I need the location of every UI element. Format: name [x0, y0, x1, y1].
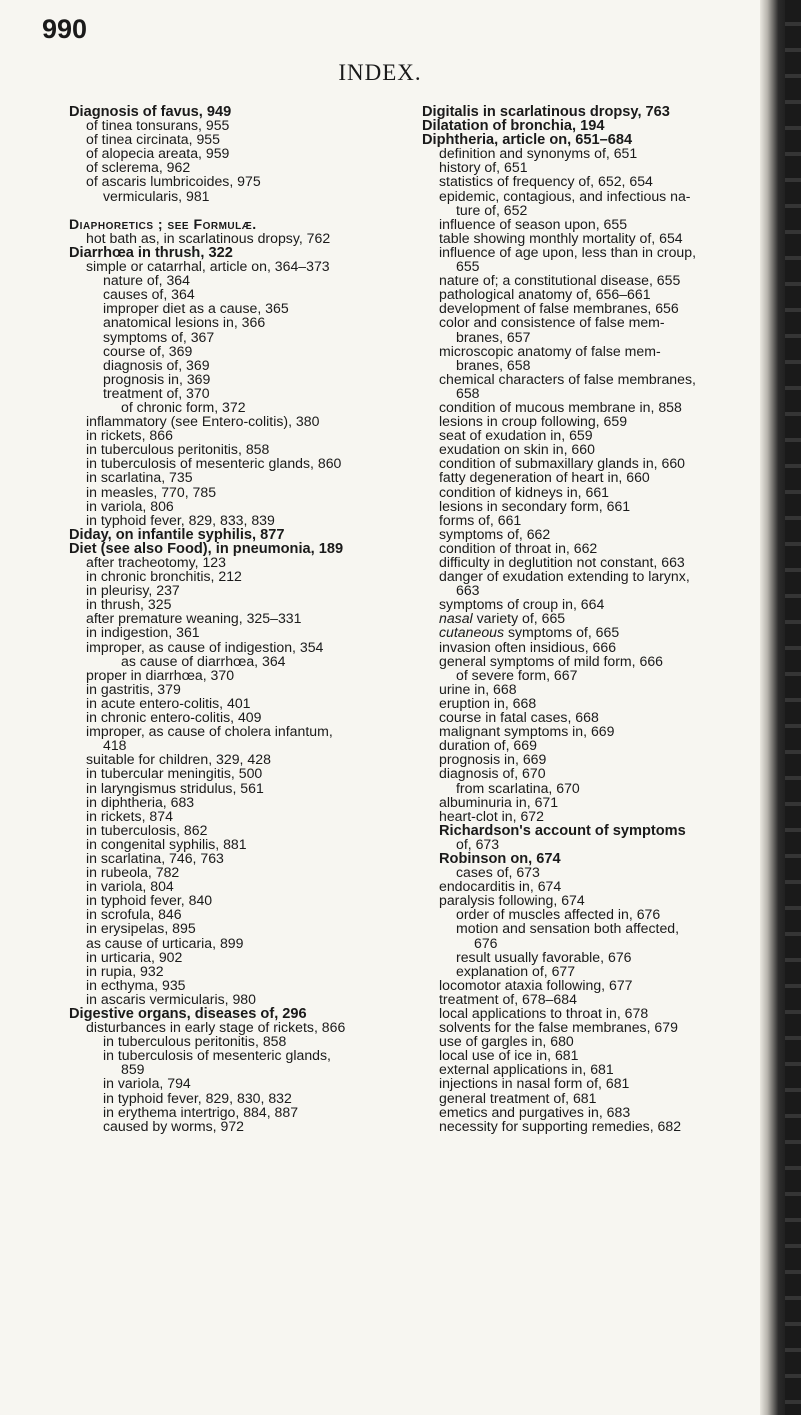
index-entry: [69, 1020, 399, 1034]
index-entry: [422, 541, 757, 555]
index-entry: [422, 823, 757, 837]
index-entry-text: influence of age upon, less than in croup,: [439, 243, 696, 260]
index-entry-text: in variola, 806: [86, 497, 174, 514]
index-entry: [422, 583, 757, 597]
index-entry: [422, 611, 757, 625]
index-entry: [69, 611, 399, 625]
index-entry-text: in erythema intertrigo, 884, 887: [103, 1103, 299, 1120]
index-entry: [69, 203, 399, 217]
book-edge: [760, 0, 801, 1415]
index-entry-text: of severe form, 667: [456, 666, 578, 683]
index-entry: [422, 386, 757, 400]
index-entry: [69, 358, 399, 372]
index-entry-text: in rubeola, 782: [86, 864, 180, 881]
index-entry: [69, 372, 399, 386]
index-entry: [422, 527, 757, 541]
index-entry-text: malignant symptoms in, 669: [439, 723, 615, 740]
index-entry: [69, 160, 399, 174]
index-entry: [422, 555, 757, 569]
index-entry: [422, 456, 757, 470]
index-entry-text: of sclerema, 962: [86, 159, 191, 176]
index-entry: [69, 118, 399, 132]
index-entry: [422, 682, 757, 696]
index-entry-text: treatment of, 370: [103, 384, 210, 401]
index-entry: [422, 752, 757, 766]
index-entry-text: invasion often insidious, 666: [439, 638, 617, 655]
index-entry-text: improper, as cause of cholera infantum,: [86, 723, 333, 740]
index-entry-text: in urticaria, 902: [86, 948, 183, 965]
index-entry-text: exudation on skin in, 660: [439, 441, 595, 458]
index-entry: [69, 851, 399, 865]
index-entry-text: as cause of urticaria, 899: [86, 934, 244, 951]
index-entry-text: after tracheotomy, 123: [86, 554, 226, 570]
index-entry: [422, 978, 757, 992]
index-entry: [69, 781, 399, 795]
index-entry-text: prognosis in, 369: [103, 370, 211, 387]
index-entry: [69, 625, 399, 639]
index-entry: [422, 146, 757, 160]
index-entry-text: in ecthyma, 935: [86, 976, 186, 993]
index-entry: [69, 1119, 399, 1133]
index-entry-text: motion and sensation both affected,: [456, 920, 680, 937]
index-entry-text: in typhoid fever, 829, 833, 839: [86, 511, 275, 528]
index-entry-text: Diarrhœa in thrush, 322: [69, 244, 233, 261]
index-entry: [69, 259, 399, 273]
index-entry: [69, 597, 399, 611]
index-entry: [69, 879, 399, 893]
index-entry-text: nasal variety of, 665: [439, 610, 566, 627]
index-entry: [422, 118, 757, 135]
index-entry: [69, 470, 399, 484]
index-entry: [69, 231, 399, 245]
index-entry: [69, 583, 399, 597]
index-entry-text: danger of exudation extending to larynx,: [439, 568, 690, 585]
index-entry: [422, 865, 757, 879]
index-entry: [422, 907, 757, 921]
index-entry: [422, 809, 757, 823]
index-entry-text: of tinea circinata, 955: [86, 131, 220, 148]
index-entry: [69, 964, 399, 978]
index-entry: [69, 315, 399, 329]
index-entry-text: in scrofula, 846: [86, 906, 182, 923]
index-entry: [69, 640, 399, 654]
index-entry: [422, 597, 757, 611]
index-entry-text: symptoms of croup in, 664: [439, 596, 605, 613]
index-entry: [69, 1006, 399, 1020]
index-entry: [69, 456, 399, 470]
index-entry-text: suitable for children, 329, 428: [86, 751, 271, 768]
index-entry-text: in variola, 804: [86, 878, 174, 895]
index-entry: [69, 710, 399, 724]
index-entry-text: Robinson on, 674: [439, 850, 561, 867]
index-entry: [422, 160, 757, 174]
index-entry-text: anatomical lesions in, 366: [103, 314, 266, 331]
index-entry-text: in tubercular meningitis, 500: [86, 765, 263, 782]
index-entry: [422, 781, 757, 795]
index-entry: [69, 273, 399, 287]
index-entry-text: in tuberculosis, 862: [86, 821, 208, 838]
index-entry: [69, 907, 399, 921]
index-entry-text: in rickets, 866: [86, 427, 173, 444]
index-entry: [69, 541, 399, 555]
index-entry: [422, 654, 757, 668]
index-entry: [69, 1034, 399, 1048]
index-entry: [69, 217, 399, 231]
index-entry: [422, 724, 757, 738]
index-column-left: [69, 104, 399, 1133]
index-entry: [69, 499, 399, 513]
index-entry-text: in gastritis, 379: [86, 680, 181, 697]
index-entry: [69, 569, 399, 583]
index-entry-text: albuminuria in, 671: [439, 793, 559, 810]
index-entry: [422, 964, 757, 978]
index-entry: [69, 174, 399, 188]
index-entry-text: development of false membranes, 656: [439, 300, 679, 317]
index-entry-text: microscopic anatomy of false mem-: [439, 342, 661, 359]
index-entry-text: seat of exudation in, 659: [439, 427, 593, 444]
index-entry: [422, 879, 757, 893]
index-entry: [69, 1076, 399, 1090]
index-entry-text: condition of mucous membrane in, 858: [439, 398, 682, 415]
index-entry: [69, 386, 399, 400]
index-entry-text: in chronic entero-colitis, 409: [86, 709, 262, 726]
index-entry-text: symptoms of, 367: [103, 328, 215, 345]
index-entry: [69, 766, 399, 780]
index-entry-text: general treatment of, 681: [439, 1089, 597, 1106]
index-entry-text: necessity for supporting remedies, 682: [439, 1117, 682, 1134]
index-entry-text: duration of, 669: [439, 737, 537, 754]
index-entry-text: improper diet as a cause, 365: [103, 300, 289, 317]
index-entry: [422, 315, 757, 329]
index-entry: [422, 513, 757, 527]
index-entry-text: use of gargles in, 680: [439, 1033, 574, 1050]
running-head: INDEX.: [338, 60, 422, 85]
index-entry: [422, 217, 757, 231]
index-entry: [422, 936, 757, 950]
index-entry: [69, 921, 399, 935]
index-entry-text: in chronic bronchitis, 212: [86, 568, 242, 585]
index-entry-text: of, 673: [456, 835, 500, 852]
index-entry-text: in tuberculous peritonitis, 858: [103, 1033, 287, 1050]
index-entry-text: in scarlatina, 735: [86, 469, 193, 486]
index-entry: [422, 132, 757, 149]
index-entry: [422, 1062, 757, 1076]
index-entry-text: lesions in secondary form, 661: [439, 497, 631, 514]
index-entry-text: cases of, 673: [456, 864, 540, 881]
index-entry: [422, 766, 757, 780]
index-entry-text: influence of season upon, 655: [439, 215, 628, 232]
index-entry: [69, 795, 399, 809]
index-entry-text: symptoms of, 662: [439, 525, 551, 542]
index-entry-text: Diday, on infantile syphilis, 877: [69, 526, 285, 543]
index-entry: [422, 330, 757, 344]
index-entry: [69, 527, 399, 541]
index-entry-text: order of muscles affected in, 676: [456, 906, 661, 923]
index-entry-text: color and consistence of false mem-: [439, 314, 665, 331]
index-entry-text: local applications to throat in, 678: [439, 1005, 649, 1021]
index-entry: [422, 640, 757, 654]
index-entry: [422, 301, 757, 315]
index-entry: [69, 485, 399, 499]
index-entry-text: 658: [456, 384, 480, 401]
index-entry: [422, 485, 757, 499]
index-entry: [422, 668, 757, 682]
index-entry: [422, 1020, 757, 1034]
index-entry: [422, 189, 757, 203]
index-entry: [69, 442, 399, 456]
index-entry: [422, 1076, 757, 1090]
index-entry-text: emetics and purgatives in, 683: [439, 1103, 631, 1120]
index-entry-text: injections in nasal form of, 681: [439, 1075, 630, 1092]
index-entry-text: result usually favorable, 676: [456, 948, 632, 965]
index-entry: [422, 231, 757, 245]
index-entry-text: solvents for the false membranes, 679: [439, 1019, 678, 1036]
index-entry-text: 663: [456, 582, 480, 599]
index-entry: [422, 358, 757, 372]
index-column-right: [422, 104, 757, 1133]
index-entry-text: of alopecia areata, 959: [86, 145, 230, 162]
index-entry-text: pathological anatomy of, 656–661: [439, 286, 651, 303]
index-entry-text: Richardson's account of symptoms: [439, 822, 686, 839]
index-entry-text: proper in diarrhœa, 370: [86, 666, 235, 683]
index-entry: [69, 752, 399, 766]
index-entry: [69, 245, 399, 259]
index-entry-text: 859: [121, 1061, 145, 1078]
index-entry: [69, 893, 399, 907]
index-entry-text: in indigestion, 361: [86, 624, 200, 641]
index-entry: [69, 1105, 399, 1119]
index-entry: [69, 978, 399, 992]
index-entry-text: in erysipelas, 895: [86, 920, 196, 937]
index-entry-text: of chronic form, 372: [121, 398, 246, 415]
index-entry: [69, 287, 399, 301]
index-entry: [422, 104, 757, 118]
index-entry: [422, 893, 757, 907]
index-entry-text: in tuberculosis of mesenteric glands, 860: [86, 455, 342, 472]
index-entry-text: course of, 369: [103, 342, 193, 359]
index-entry-text: Digitalis in scarlatinous dropsy, 763: [422, 104, 670, 120]
index-entry: [422, 470, 757, 484]
index-entry: [69, 414, 399, 428]
index-entry: [422, 696, 757, 710]
index-entry: [422, 710, 757, 724]
index-entry: [422, 1119, 757, 1133]
index-entry-text: in tuberculous peritonitis, 858: [86, 441, 270, 458]
index-entry-text: in diphtheria, 683: [86, 793, 195, 810]
index-entry-text: cutaneous symptoms of, 665: [439, 624, 620, 641]
index-entry-text: nature of; a constitutional disease, 655: [439, 272, 681, 289]
index-entry: [69, 738, 399, 752]
index-entry: [422, 344, 757, 358]
index-entry-text: condition of throat in, 662: [439, 539, 598, 556]
index-entry-text: after premature weaning, 325–331: [86, 610, 302, 627]
index-entry-text: Digestive organs, diseases of, 296: [69, 1006, 307, 1022]
index-entry-text: general symptoms of mild form, 666: [439, 652, 664, 669]
index-entry-text: causes of, 364: [103, 286, 195, 303]
index-entry-text: from scarlatina, 670: [456, 779, 580, 796]
index-entry-text: condition of submaxillary glands in, 660: [439, 455, 686, 472]
index-entry-text: in congenital syphilis, 881: [86, 835, 247, 852]
index-entry: [69, 555, 399, 569]
index-entry: [69, 189, 399, 203]
index-entry: [69, 400, 399, 414]
index-entry: [69, 146, 399, 160]
index-entry: [422, 287, 757, 301]
index-entry: [422, 1048, 757, 1062]
index-entry-text: paralysis following, 674: [439, 892, 585, 909]
index-entry: [69, 682, 399, 696]
index-entry: [422, 795, 757, 809]
index-entry-text: in rickets, 874: [86, 807, 173, 824]
index-entry-text: forms of, 661: [439, 511, 522, 528]
index-entry-text: in variola, 794: [103, 1075, 191, 1092]
index-entry-text: in acute entero-colitis, 401: [86, 694, 251, 711]
index-entry: [69, 344, 399, 358]
index-entry: [69, 1062, 399, 1076]
index-entry-text: of tinea tonsurans, 955: [86, 117, 230, 134]
index-entry: [69, 950, 399, 964]
index-entry-text: lesions in croup following, 659: [439, 413, 628, 430]
index-entry-text: ture of, 652: [456, 201, 528, 218]
index-entry-text: of ascaris lumbricoides, 975: [86, 173, 261, 190]
index-entry: [69, 992, 399, 1006]
index-entry-text: simple or catarrhal, article on, 364–373: [86, 258, 330, 275]
index-entry: [422, 837, 757, 851]
index-entry: [69, 668, 399, 682]
index-entry-text: Diagnosis of favus, 949: [69, 104, 232, 120]
index-entry: [422, 1091, 757, 1105]
index-entry-text: in rupia, 932: [86, 962, 164, 979]
index-entry-text: inflammatory (see Entero-colitis), 380: [86, 413, 320, 430]
index-entry: [69, 301, 399, 315]
index-entry: [422, 372, 757, 386]
index-entry-text: statistics of frequency of, 652, 654: [439, 173, 653, 190]
index-entry: [69, 823, 399, 837]
index-entry: [422, 950, 757, 964]
index-entry-text: endocarditis in, 674: [439, 878, 562, 895]
index-entry-text: prognosis in, 669: [439, 751, 547, 768]
index-entry-text: local use of ice in, 681: [439, 1047, 579, 1064]
index-entry-text: in laryngismus stridulus, 561: [86, 779, 264, 796]
index-entry: [69, 865, 399, 879]
index-entry-text: in pleurisy, 237: [86, 582, 180, 599]
index-entry: [422, 400, 757, 414]
index-entry-text: explanation of, 677: [456, 962, 576, 979]
index-entry-text: Diaphoretics ; see Formulæ.: [69, 215, 257, 232]
index-entry: [422, 273, 757, 287]
index-entry-text: history of, 651: [439, 159, 528, 176]
index-entry: [69, 330, 399, 344]
index-entry-text: in scarlatina, 746, 763: [86, 849, 224, 866]
index-entry-text: locomotor ataxia following, 677: [439, 976, 633, 993]
index-entry: [422, 499, 757, 513]
index-entry: [69, 837, 399, 851]
index-entry: [69, 809, 399, 823]
index-entry-text: epidemic, contagious, and infectious na-: [439, 187, 691, 204]
index-entry: [422, 245, 757, 259]
index-entry-text: external applications in, 681: [439, 1061, 614, 1078]
index-entry: [422, 569, 757, 583]
index-entry-text: table showing monthly mortality of, 654: [439, 229, 683, 246]
index-entry-text: in ascaris vermicularis, 980: [86, 990, 256, 1007]
index-entry-text: Diet (see also Food), in pneumonia, 189: [69, 540, 344, 557]
index-entry-text: hot bath as, in scarlatinous dropsy, 762: [86, 229, 331, 246]
index-entry: [422, 259, 757, 273]
index-entry: [422, 414, 757, 428]
index-entry-text: disturbances in early stage of rickets, 866: [86, 1019, 346, 1036]
index-entry: [69, 654, 399, 668]
index-entry-text: in measles, 770, 785: [86, 483, 217, 500]
index-entry-text: diagnosis of, 369: [103, 356, 210, 373]
index-entry: [69, 104, 399, 118]
index-entry-text: treatment of, 678–684: [439, 990, 577, 1007]
index-entry-text: course in fatal cases, 668: [439, 709, 599, 726]
index-entry-text: eruption in, 668: [439, 694, 537, 711]
page-number: 990: [42, 14, 88, 44]
index-entry: [422, 442, 757, 456]
index-entry: [422, 1105, 757, 1119]
index-entry: [69, 513, 399, 527]
index-entry-text: 418: [103, 737, 127, 754]
index-entry: [69, 696, 399, 710]
index-entry-text: as cause of diarrhœa, 364: [121, 652, 286, 669]
index-entry-text: in typhoid fever, 840: [86, 892, 213, 909]
index-entry: [69, 428, 399, 442]
index-entry-text: vermicularis, 981: [103, 187, 210, 204]
index-entry-text: Diphtheria, article on, 651–684: [422, 132, 633, 149]
index-entry-text: fatty degeneration of heart in, 660: [439, 469, 650, 486]
index-entry: [422, 851, 757, 865]
index-entry-text: chemical characters of false membranes,: [439, 370, 696, 387]
index-entry: [422, 428, 757, 442]
index-entry: [422, 203, 757, 217]
index-entry: [69, 724, 399, 738]
index-entry: [422, 738, 757, 752]
index-entry-text: caused by worms, 972: [103, 1117, 245, 1134]
index-entry-text: difficulty in deglutition not constant, 663: [439, 554, 685, 570]
index-entry: [422, 921, 757, 935]
index-entry-text: in thrush, 325: [86, 596, 172, 613]
index-entry: [422, 992, 757, 1006]
index-entry-text: heart-clot in, 672: [439, 807, 544, 824]
index-entry-text: definition and synonyms of, 651: [439, 145, 638, 162]
index-entry-text: nature of, 364: [103, 272, 190, 289]
index-entry-text: 676: [474, 934, 498, 951]
index-entry-text: improper, as cause of indigestion, 354: [86, 638, 324, 655]
index-entry: [422, 625, 757, 639]
index-entry-text: urine in, 668: [439, 680, 517, 697]
index-entry: [422, 174, 757, 188]
index-entry-text: 655: [456, 258, 480, 275]
index-entry-text: in tuberculosis of mesenteric glands,: [103, 1047, 331, 1064]
index-entry-text: in typhoid fever, 829, 830, 832: [103, 1089, 292, 1106]
index-entry-text: diagnosis of, 670: [439, 765, 546, 782]
index-entry-text: branes, 658: [456, 356, 531, 373]
index-entry: [69, 132, 399, 146]
index-entry: [69, 1091, 399, 1105]
index-entry: [422, 1006, 757, 1020]
index-entry-text: condition of kidneys in, 661: [439, 483, 610, 500]
index-entry-text: branes, 657: [456, 328, 531, 345]
index-entry: [422, 1034, 757, 1048]
index-entry: [69, 1048, 399, 1062]
index-entry-text: Dilatation of bronchia, 194: [422, 118, 605, 135]
index-entry: [69, 936, 399, 950]
